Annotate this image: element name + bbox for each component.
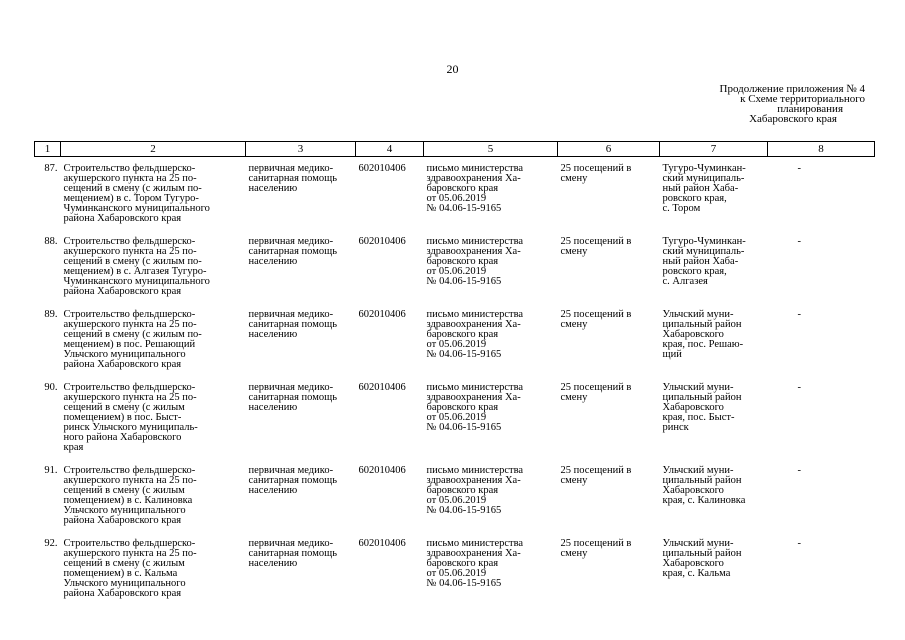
basis-document-text: письмо министерства здравоохранения Ха- баровского края от 05.06.2019 № 04.06-15-9165 — [426, 382, 524, 433]
object-note — [768, 303, 875, 376]
object-name — [61, 532, 246, 605]
row-number — [35, 532, 61, 605]
table-body — [35, 157, 875, 606]
basis-document — [424, 303, 558, 376]
object-code — [356, 230, 424, 303]
object-location — [660, 230, 768, 303]
object-name-text: Строительство фельдшерско- акушерского пункта на 25 по- сещений в смену (с жилым по- мещением) в с. Тором Тугуро- Чуминканского муниципального района Хабаровского края — [63, 163, 210, 224]
table-row — [35, 459, 875, 532]
page-number: 20 — [446, 62, 459, 76]
object-purpose — [246, 376, 356, 459]
object-note — [768, 157, 875, 231]
appendix-note-line-3: планирования — [777, 103, 843, 115]
basis-document — [424, 459, 558, 532]
object-purpose-text: первичная медико- санитарная помощь населению — [248, 382, 337, 413]
appendix-note-line-4: Хабаровского края — [749, 113, 837, 125]
object-capacity — [558, 303, 660, 376]
object-name-text: Строительство фельдшерско- акушерского пункта на 25 по- сещений в смену (с жилым по- мещением) в пос. Решающий Ульчского муниципального района Хабаровского края — [63, 309, 202, 370]
object-location-text: Тугуро-Чуминкан- ский муниципаль- ный район Хаба- ровского края, с. Тором — [662, 163, 746, 214]
object-note-text: - — [797, 382, 801, 393]
table-row — [35, 303, 875, 376]
object-code-text: 602010406 — [358, 163, 406, 174]
object-location — [660, 376, 768, 459]
object-name — [61, 303, 246, 376]
object-code — [356, 376, 424, 459]
table-row — [35, 376, 875, 459]
basis-document — [424, 230, 558, 303]
object-code-text: 602010406 — [358, 309, 406, 320]
basis-document — [424, 376, 558, 459]
object-location-text: Ульчский муни- ципальный район Хабаровского края, с. Кальма — [662, 538, 742, 579]
header-col-2: 2 — [61, 142, 246, 157]
row-number-text: 89. — [44, 309, 58, 320]
object-capacity — [558, 230, 660, 303]
object-purpose-text: первичная медико- санитарная помощь населению — [248, 309, 337, 340]
object-location — [660, 303, 768, 376]
header-col-6: 6 — [558, 142, 660, 157]
object-purpose — [246, 157, 356, 231]
object-name — [61, 376, 246, 459]
object-purpose-text: первичная медико- санитарная помощь населению — [248, 236, 337, 267]
object-location — [660, 532, 768, 605]
object-purpose-text: первичная медико- санитарная помощь населению — [248, 465, 337, 496]
basis-document — [424, 532, 558, 605]
object-location-text: Тугуро-Чуминкан- ский муниципаль- ный район Хаба- ровского края, с. Алгазея — [662, 236, 746, 287]
object-capacity-text: 25 посещений в смену — [560, 382, 632, 403]
object-code-text: 602010406 — [358, 382, 406, 393]
row-number — [35, 459, 61, 532]
appendix-note-line-2: к Схеме территориального — [740, 93, 865, 105]
object-purpose — [246, 532, 356, 605]
table-header — [35, 142, 875, 157]
object-name-text: Строительство фельдшерско- акушерского пункта на 25 по- сещений в смену (с жилым по- мещением) в с. Алгазея Тугуро- Чуминканского муниципального района Хабаровского края — [63, 236, 210, 297]
appendix-note-line-1: Продолжение приложения № 4 — [719, 83, 865, 95]
object-name — [61, 157, 246, 231]
basis-document-text: письмо министерства здравоохранения Ха- баровского края от 05.06.2019 № 04.06-15-9165 — [426, 163, 524, 214]
object-capacity — [558, 459, 660, 532]
object-code — [356, 459, 424, 532]
row-number-text: 92. — [44, 538, 58, 549]
header-col-7: 7 — [660, 142, 768, 157]
object-note-text: - — [797, 163, 801, 174]
object-name-text: Строительство фельдшерско- акушерского пункта на 25 по- сещений в смену (с жилым помещением) в пос. Быст- ринск Ульчского муниципаль- ного района Хабаровского края — [63, 382, 198, 453]
row-number-text: 88. — [44, 236, 58, 247]
appendix-note — [690, 84, 865, 124]
table-row — [35, 532, 875, 605]
object-name — [61, 459, 246, 532]
row-number — [35, 303, 61, 376]
object-code — [356, 157, 424, 231]
object-capacity-text: 25 посещений в смену — [560, 465, 632, 486]
object-code-text: 602010406 — [358, 538, 406, 549]
header-col-3: 3 — [246, 142, 356, 157]
object-purpose-text: первичная медико- санитарная помощь населению — [248, 538, 337, 569]
object-note — [768, 230, 875, 303]
object-purpose — [246, 459, 356, 532]
object-capacity — [558, 376, 660, 459]
header-col-8: 8 — [768, 142, 875, 157]
basis-document — [424, 157, 558, 231]
object-code — [356, 532, 424, 605]
object-name-text: Строительство фельдшерско- акушерского пункта на 25 по- сещений в смену (с жилым помещением) в с. Калиновка Ульчского муниципального района Хабаровского края — [63, 465, 197, 526]
header-col-1: 1 — [35, 142, 61, 157]
object-code-text: 602010406 — [358, 465, 406, 476]
object-capacity-text: 25 посещений в смену — [560, 538, 632, 559]
object-purpose-text: первичная медико- санитарная помощь населению — [248, 163, 337, 194]
object-location-text: Ульчский муни- ципальный район Хабаровского края, пос. Быст- ринск — [662, 382, 742, 433]
object-location — [660, 459, 768, 532]
row-number-text: 87. — [44, 163, 58, 174]
object-note-text: - — [797, 538, 801, 549]
table-row — [35, 230, 875, 303]
object-note — [768, 459, 875, 532]
object-note-text: - — [797, 236, 801, 247]
basis-document-text: письмо министерства здравоохранения Ха- баровского края от 05.06.2019 № 04.06-15-9165 — [426, 465, 524, 516]
objects-table — [34, 141, 875, 605]
object-capacity-text: 25 посещений в смену — [560, 163, 632, 184]
row-number — [35, 230, 61, 303]
object-code — [356, 303, 424, 376]
object-location-text: Ульчский муни- ципальный район Хабаровского края, пос. Решаю- щий — [662, 309, 744, 360]
object-name-text: Строительство фельдшерско- акушерского пункта на 25 по- сещений в смену (с жилым помещением) в с. Кальма Ульчского муниципального района Хабаровского края — [63, 538, 197, 599]
object-capacity-text: 25 посещений в смену — [560, 236, 632, 257]
basis-document-text: письмо министерства здравоохранения Ха- баровского края от 05.06.2019 № 04.06-15-9165 — [426, 236, 524, 287]
object-location — [660, 157, 768, 231]
basis-document-text: письмо министерства здравоохранения Ха- баровского края от 05.06.2019 № 04.06-15-9165 — [426, 538, 524, 589]
object-location-text: Ульчский муни- ципальный район Хабаровского края, с. Калиновка — [662, 465, 746, 506]
row-number — [35, 157, 61, 231]
row-number — [35, 376, 61, 459]
object-note — [768, 532, 875, 605]
object-note-text: - — [797, 309, 801, 320]
header-col-4: 4 — [356, 142, 424, 157]
object-name — [61, 230, 246, 303]
object-note — [768, 376, 875, 459]
object-note-text: - — [797, 465, 801, 476]
object-purpose — [246, 230, 356, 303]
row-number-text: 90. — [44, 382, 58, 393]
object-capacity-text: 25 посещений в смену — [560, 309, 632, 330]
object-purpose — [246, 303, 356, 376]
basis-document-text: письмо министерства здравоохранения Ха- баровского края от 05.06.2019 № 04.06-15-9165 — [426, 309, 524, 360]
object-capacity — [558, 532, 660, 605]
header-col-5: 5 — [424, 142, 558, 157]
row-number-text: 91. — [44, 465, 58, 476]
object-capacity — [558, 157, 660, 231]
header-row — [35, 142, 875, 157]
table-row — [35, 157, 875, 231]
object-code-text: 602010406 — [358, 236, 406, 247]
